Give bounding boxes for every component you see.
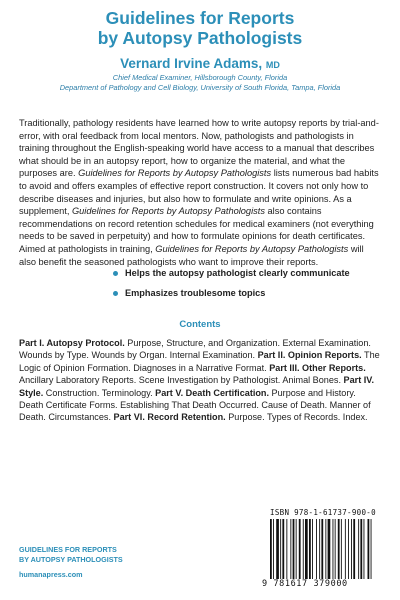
desc-title-ref-3: Guidelines for Reports by Autopsy Pathologists xyxy=(155,243,349,254)
part1-text: Purpose, Structure, and Organization. External Examination. Wounds by Type. Wounds by Organ. Internal Examination. xyxy=(19,338,371,361)
series-name xyxy=(19,545,123,565)
contents-heading: Contents xyxy=(179,319,221,330)
part5-text: Purpose and History. Death Certificate Forms. Establishing That Death Occurred. Cause of Death. Manner of Death. Circumstances. xyxy=(19,387,371,423)
cover-header xyxy=(0,8,400,93)
desc-text-2: lists numerous bad habits to avoid and offers examples of effective report construction. It covers not only how to describe diseases and injuries, but also how to formulate and write opinions. As a supplement, xyxy=(19,168,379,217)
author-credential: MD xyxy=(265,60,280,70)
series-name-line1: GUIDELINES FOR REPORTS xyxy=(19,545,117,554)
part5-label: Part V. Death Certification. xyxy=(155,387,270,398)
part1-label: Part I. Autopsy Protocol. xyxy=(19,338,125,348)
part4-label: Part IV. Style. xyxy=(19,375,375,398)
desc-text-4: will also benefit the seasoned pathologists who want to improve their reports. xyxy=(19,243,364,267)
part6-label: Part VI. Record Retention. xyxy=(113,412,226,423)
part3-label: Part III. Other Reports. xyxy=(269,362,366,373)
book-title xyxy=(0,8,400,48)
bullet-text: Helps the autopsy pathologist clearly communicate xyxy=(125,268,350,278)
desc-title-ref-2: Guidelines for Reports by Autopsy Pathologists xyxy=(71,206,265,217)
part3-text: Ancillary Laboratory Reports. Scene Investigation by Pathologist. Animal Bones. xyxy=(19,375,344,386)
series-name-line2: BY AUTOPSY PATHOLOGISTS xyxy=(19,555,123,564)
book-description xyxy=(19,117,381,268)
book-title-line1: Guidelines for Reports xyxy=(105,8,295,28)
part4-text: Construction. Terminology. xyxy=(43,387,156,398)
part2-text: The Logic of Opinion Formation. Diagnoses in a Narrative Format. xyxy=(19,350,380,373)
bullet-text: Emphasizes troublesome topics xyxy=(125,288,266,298)
part2-label: Part II. Opinion Reports. xyxy=(257,350,362,361)
author-affiliation-line1: Chief Medical Examiner, Hillsborough County, Florida xyxy=(112,73,288,82)
desc-text-3: also contains recommendations on record retention schedules for medical examiners (not everything needs to be saved in perpetuity) and how to formulate opinions for death certificates. Aimed at pathologists in training, xyxy=(19,206,374,254)
book-title-line2: by Autopsy Pathologists xyxy=(97,28,303,48)
feature-bullets xyxy=(113,267,383,307)
author-name-text: Vernard Irvine Adams xyxy=(120,56,259,71)
publisher-website: humanapress.com xyxy=(19,570,83,579)
barcode-digits: 9 781617 379000 xyxy=(262,579,348,589)
contents-body xyxy=(19,337,381,424)
isbn-label: ISBN 978-1-61737-900-0 xyxy=(270,508,376,517)
desc-title-ref-1: Guidelines for Reports by Autopsy Pathologists xyxy=(78,168,272,179)
author-affiliation-line2: Department of Pathology and Cell Biology, University of South Florida, Tampa, Florida xyxy=(59,83,341,92)
barcode-image xyxy=(268,519,386,579)
part6-text: Purpose. Types of Records. Index. xyxy=(225,412,368,423)
bullet-item xyxy=(113,267,383,279)
bullet-item xyxy=(113,287,383,299)
desc-text-1: Traditionally, pathology residents have learned how to write autopsy reports by trial-and-error, with oral feedback from local mentors. Now, pathologists and pathologists in training throughout the English-speaking world have access to a manual that describes what should be in an autopsy report, how to organize the material, and what the purposes are. xyxy=(19,118,379,179)
author-name: Vernard Irvine Adams, MD xyxy=(120,56,280,71)
bullet-dot-icon xyxy=(113,271,118,276)
bullet-dot-icon xyxy=(113,291,118,296)
